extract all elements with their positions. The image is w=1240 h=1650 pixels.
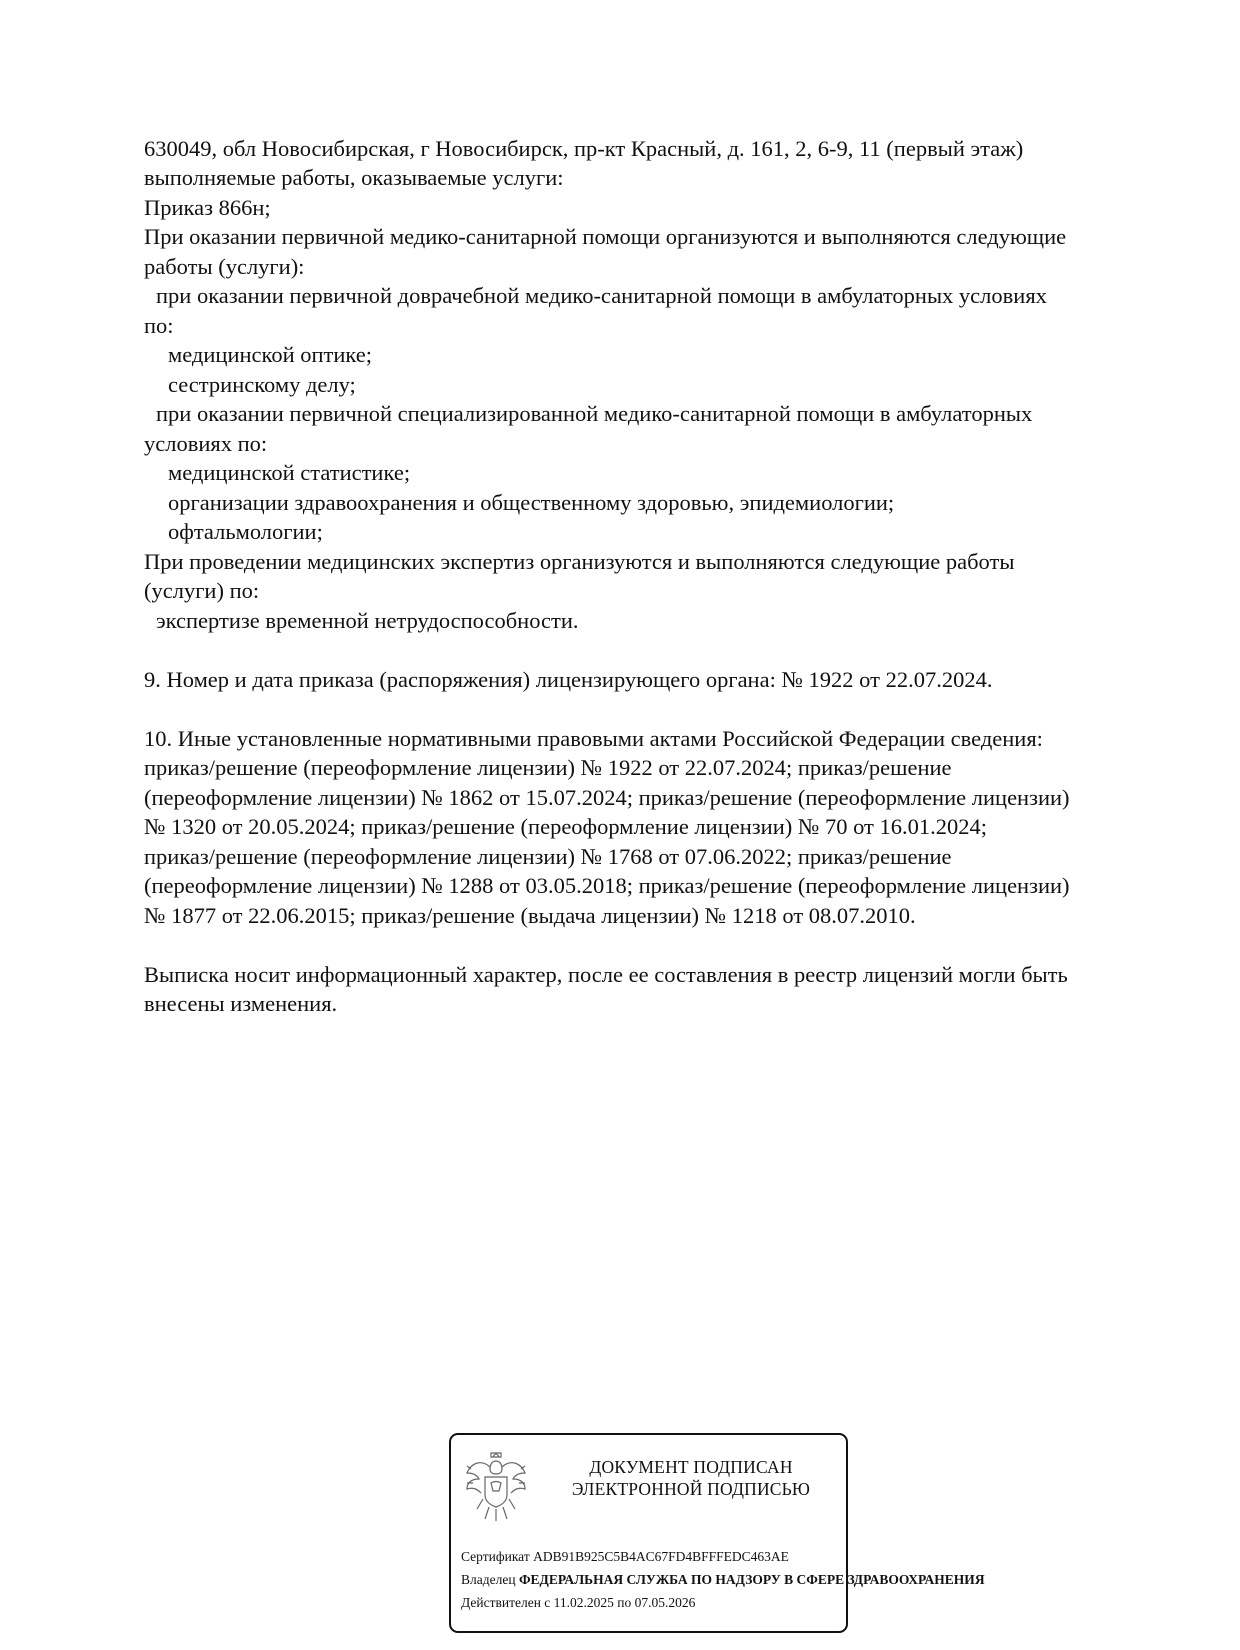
certificate-value: ADB91B925C5B4AC67FD4BFFFEDC463AE bbox=[533, 1549, 789, 1564]
disclaimer-line: Выписка носит информационный характер, после ее составления в реестр лицензий могли быть bbox=[144, 962, 1068, 987]
section-10-heading: 10. Иные установленные нормативными правовыми актами Российской Федерации сведения: bbox=[144, 726, 1043, 751]
coat-of-arms-icon bbox=[463, 1449, 529, 1523]
text-line: при оказании первичной доврачебной медико-санитарной помощи в амбулаторных условиях bbox=[156, 283, 1047, 308]
text-line: (переоформление лицензии) № 1288 от 03.05.2018; приказ/решение (переоформление лицензии) bbox=[144, 873, 1070, 898]
text-line: приказ/решение (переоформление лицензии) № 1922 от 22.07.2024; приказ/решение bbox=[144, 755, 952, 780]
owner-label: Владелец bbox=[461, 1572, 516, 1587]
list-item: организации здравоохранения и общественному здоровью, эпидемиологии; bbox=[168, 490, 895, 515]
list-item: медицинской оптике; bbox=[168, 342, 373, 367]
section-9: 9. Номер и дата приказа (распоряжения) лицензирующего органа: № 1922 от 22.07.2024. bbox=[144, 667, 993, 692]
signature-stamp bbox=[449, 1433, 985, 1633]
owner-value: ФЕДЕРАЛЬНАЯ СЛУЖБА ПО НАДЗОРУ В СФЕРЕ ЗДРАВООХРАНЕНИЯ bbox=[518, 1572, 985, 1587]
list-item: офтальмологии; bbox=[168, 519, 323, 544]
list-item: медицинской статистике; bbox=[168, 460, 411, 485]
stamp-subtitle: ЭЛЕКТРОННОЙ ПОДПИСЬЮ bbox=[571, 1479, 811, 1499]
text-line: № 1320 от 20.05.2024; приказ/решение (переоформление лицензии) № 70 от 16.01.2024; bbox=[144, 814, 987, 839]
text-line: При проведении медицинских экспертиз организуются и выполняются следующие работы bbox=[144, 549, 1015, 574]
text-line: выполняемые работы, оказываемые услуги: bbox=[144, 165, 564, 190]
text-line: (услуги) по: bbox=[144, 578, 260, 603]
disclaimer-line: внесены изменения. bbox=[144, 991, 338, 1016]
text-line: № 1877 от 22.06.2015; приказ/решение (выдача лицензии) № 1218 от 08.07.2010. bbox=[144, 903, 916, 928]
owner-line bbox=[461, 1572, 985, 1588]
text-line: При оказании первичной медико-санитарной помощи организуются и выполняются следующие bbox=[144, 224, 1067, 249]
text-line: Приказ 866н; bbox=[144, 195, 271, 220]
stamp-title: ДОКУМЕНТ ПОДПИСАН bbox=[589, 1457, 793, 1477]
text-line: при оказании первичной специализированной медико-санитарной помощи в амбулаторных bbox=[156, 401, 1033, 426]
text-line: по: bbox=[144, 313, 174, 338]
text-line: (переоформление лицензии) № 1862 от 15.07.2024; приказ/решение (переоформление лицензии) bbox=[144, 785, 1070, 810]
address-line: 630049, обл Новосибирская, г Новосибирск, пр-кт Красный, д. 161, 2, 6-9, 11 (первый этаж) bbox=[144, 136, 1024, 161]
certificate-label: Сертификат bbox=[461, 1549, 530, 1564]
text-line: приказ/решение (переоформление лицензии) № 1768 от 07.06.2022; приказ/решение bbox=[144, 844, 952, 869]
certificate-line bbox=[461, 1549, 789, 1565]
list-item: сестринскому делу; bbox=[168, 372, 356, 397]
validity-line: Действителен с 11.02.2025 по 07.05.2026 bbox=[461, 1595, 696, 1610]
list-item: экспертизе временной нетрудоспособности. bbox=[156, 608, 579, 633]
text-line: условиях по: bbox=[144, 431, 268, 456]
text-line: работы (услуги): bbox=[144, 254, 305, 279]
